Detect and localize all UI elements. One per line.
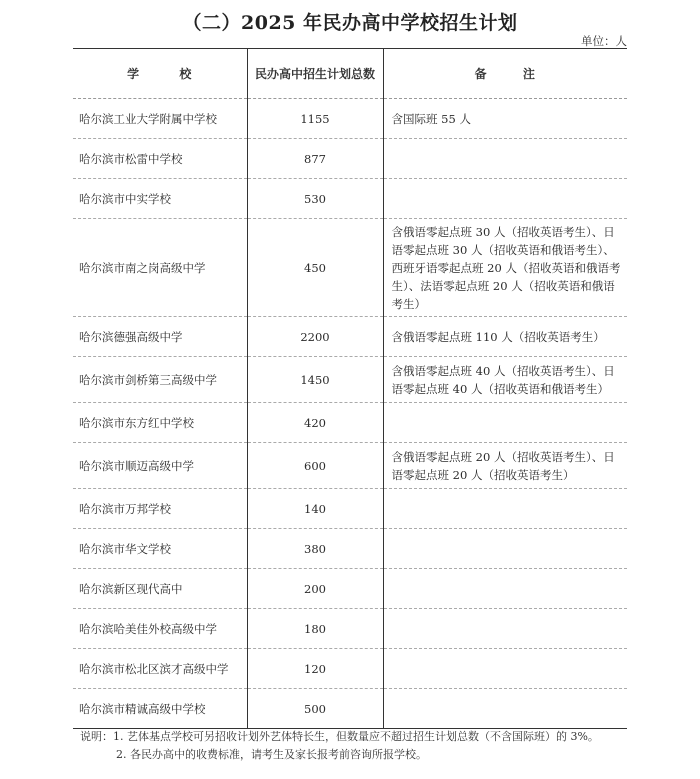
plan-total: 600 bbox=[247, 443, 383, 489]
school-name: 哈尔滨市剑桥第三高级中学 bbox=[73, 357, 247, 403]
remark: 含俄语零起点班 20 人（招收英语考生）、日语零起点班 20 人（招收英语考生） bbox=[383, 443, 627, 489]
footnote-1: 说明：1. 艺体基点学校可另招收计划外艺体特长生，但数量应不超过招生计划总数（不含国际班）的 3%。 bbox=[80, 730, 599, 743]
plan-total: 380 bbox=[247, 529, 383, 569]
plan-total: 140 bbox=[247, 489, 383, 529]
table-row bbox=[73, 179, 627, 219]
school-name: 哈尔滨工业大学附属中学校 bbox=[73, 99, 247, 139]
table-header-row bbox=[73, 49, 627, 99]
plan-total: 1155 bbox=[247, 99, 383, 139]
remark: 含俄语零起点班 110 人（招收英语考生） bbox=[383, 317, 627, 357]
plan-total: 450 bbox=[247, 219, 383, 317]
table-row bbox=[73, 569, 627, 609]
table-row bbox=[73, 403, 627, 443]
school-name: 哈尔滨市万邦学校 bbox=[73, 489, 247, 529]
table-row bbox=[73, 529, 627, 569]
table-row bbox=[73, 649, 627, 689]
remark bbox=[383, 569, 627, 609]
remark bbox=[383, 649, 627, 689]
remark bbox=[383, 609, 627, 649]
school-name: 哈尔滨市松雷中学校 bbox=[73, 139, 247, 179]
school-name: 哈尔滨市东方红中学校 bbox=[73, 403, 247, 443]
remark bbox=[383, 403, 627, 443]
page-title: （二）2025 年民办高中学校招生计划 bbox=[182, 12, 518, 34]
table-row bbox=[73, 689, 627, 729]
table-row bbox=[73, 609, 627, 649]
plan-total: 500 bbox=[247, 689, 383, 729]
table-row bbox=[73, 139, 627, 179]
school-name: 哈尔滨哈美佳外校高级中学 bbox=[73, 609, 247, 649]
remark: 含国际班 55 人 bbox=[383, 99, 627, 139]
school-name: 哈尔滨市华文学校 bbox=[73, 529, 247, 569]
school-name: 哈尔滨德强高级中学 bbox=[73, 317, 247, 357]
remark bbox=[383, 529, 627, 569]
school-name: 哈尔滨市中实学校 bbox=[73, 179, 247, 219]
footnote-2: 2. 各民办高中的收费标准，请考生及家长报考前咨询所报学校。 bbox=[116, 748, 427, 761]
plan-total: 120 bbox=[247, 649, 383, 689]
plan-total: 420 bbox=[247, 403, 383, 443]
header-school: 学 校 bbox=[73, 49, 247, 99]
remark bbox=[383, 689, 627, 729]
school-name: 哈尔滨市精诚高级中学校 bbox=[73, 689, 247, 729]
header-plan: 民办高中招生计划总数 bbox=[247, 49, 383, 99]
school-name: 哈尔滨市顺迈高级中学 bbox=[73, 443, 247, 489]
plan-total: 180 bbox=[247, 609, 383, 649]
remark bbox=[383, 489, 627, 529]
plan-total: 1450 bbox=[247, 357, 383, 403]
remark bbox=[383, 139, 627, 179]
remark bbox=[383, 179, 627, 219]
enrollment-table bbox=[73, 48, 627, 729]
table-row bbox=[73, 443, 627, 489]
plan-total: 2200 bbox=[247, 317, 383, 357]
remark: 含俄语零起点班 40 人（招收英语考生）、日语零起点班 40 人（招收英语和俄语考生） bbox=[383, 357, 627, 403]
header-remark: 备 注 bbox=[383, 49, 627, 99]
unit-label: 单位：人 bbox=[581, 34, 627, 48]
table-row bbox=[73, 489, 627, 529]
plan-total: 877 bbox=[247, 139, 383, 179]
table-row bbox=[73, 99, 627, 139]
remark: 含俄语零起点班 30 人（招收英语考生）、日语零起点班 30 人（招收英语和俄语考生）、西班牙语零起点班 20 人（招收英语和俄语考生）、法语零起点班 20 人（招收英语和俄语考生） bbox=[383, 219, 627, 317]
school-name: 哈尔滨新区现代高中 bbox=[73, 569, 247, 609]
school-name: 哈尔滨市南之岗高级中学 bbox=[73, 219, 247, 317]
plan-total: 530 bbox=[247, 179, 383, 219]
table-row bbox=[73, 219, 627, 317]
table-row bbox=[73, 357, 627, 403]
plan-total: 200 bbox=[247, 569, 383, 609]
footnotes bbox=[80, 728, 599, 764]
school-name: 哈尔滨市松北区滨才高级中学 bbox=[73, 649, 247, 689]
table-row bbox=[73, 317, 627, 357]
